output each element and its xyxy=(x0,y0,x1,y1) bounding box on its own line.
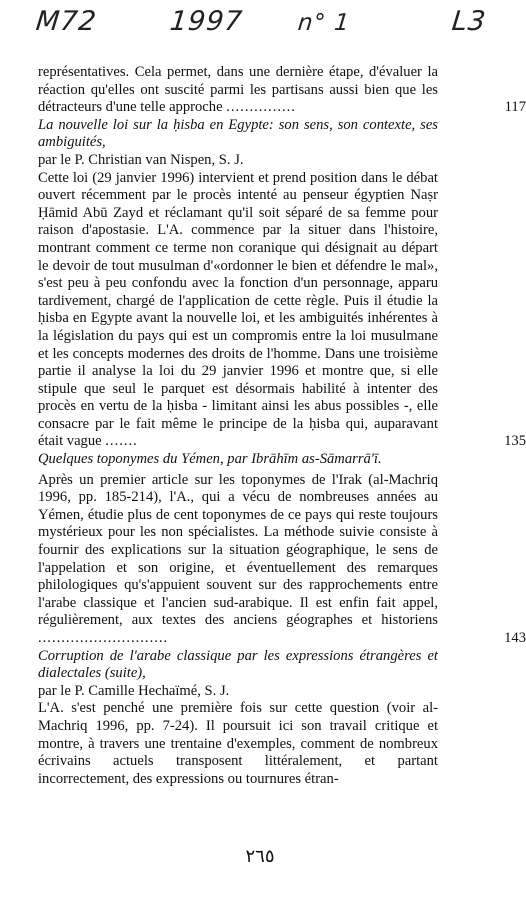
page-reference: 143 xyxy=(504,630,526,646)
handwritten-ref: M72 xyxy=(34,6,99,37)
handwritten-issue: n° 1 xyxy=(296,10,352,36)
abstract-body-wrap xyxy=(38,169,526,452)
page-reference: 117 xyxy=(504,99,526,116)
abstract-text: L'A. s'est penché une première fois sur cette question (voir al-Machriq 1996, pp. 7-24). Il poursuit ici son travail critique et montre, à travers une trentaine d'exemples, comment de nombreux écrivains actuels transposent littéralement, et partant incorrectement, des expressions ou tournures étran- xyxy=(38,700,438,787)
abstract-body xyxy=(38,700,438,788)
article-title: Quelques toponymes du Yémen, par Ibrāhīm as-Sāmarrā'ī. xyxy=(38,451,382,468)
abstracts-column xyxy=(38,64,526,788)
article-title: La nouvelle loi sur la ḥisba en Egypte: son sens, son contexte, ses ambiguités, xyxy=(38,116,438,151)
article-author: par le P. Camille Hechaïmé, S. J. xyxy=(38,682,230,699)
abstract-entry xyxy=(38,116,526,451)
handwritten-year: 1997 xyxy=(168,6,245,37)
abstract-entry xyxy=(38,64,526,117)
abstract-entry xyxy=(38,648,438,789)
arabic-page-number: ٢٦٥ xyxy=(245,846,275,866)
page-reference: 135 xyxy=(504,433,526,450)
abstract-body-wrap xyxy=(38,700,438,788)
abstract-body-wrap xyxy=(38,64,526,117)
dot-leaders: ............................ xyxy=(38,630,169,646)
abstract-text: représentatives. Cela permet, dans une dernière étape, d'évaluer la réaction qu'elles ont suscité parmi les partisans aussi bien que les détracteurs d'une telle approche xyxy=(38,64,438,116)
abstract-entry xyxy=(38,451,526,648)
abstract-body-wrap xyxy=(38,471,526,648)
dot-leaders: ....... xyxy=(105,433,138,450)
abstract-text: Après un premier article sur les toponymes de l'Irak (al-Machriq 1996, pp. 185-214), l'A., qui a vécu de nombreuses années au Yémen, étudie plus de cent toponymes de ce pays qui reste toujours mystérieux pour les non spécialistes. La méthode suivie consiste à fournir des explications sur la situation géographique, le sens de l'appelation et son origine, et éventuellement des remarques philologiques qu's'appuient souvent sur des rapprochements entre l'arabe classique et l'ancien sud-arabique. Il est enfin fait appel, régulièrement, aux textes des anciens géographes et historiens xyxy=(38,471,438,629)
handwritten-code: L3 xyxy=(450,6,488,37)
abstract-body xyxy=(38,472,438,648)
article-title: Corruption de l'arabe classique par les expressions étrangères et dialectales (suite), xyxy=(38,647,438,682)
abstract-body xyxy=(38,170,438,452)
abstract-body xyxy=(38,64,438,117)
article-author: par le P. Christian van Nispen, S. J. xyxy=(38,151,244,168)
dot-leaders: ............... xyxy=(226,99,296,116)
abstract-text: Cette loi (29 janvier 1996) intervient et prend position dans le débat ouvert récemment par le procès intenté au penseur égyptien Naṣr Ḥāmid Abū Zayd et réclamant qu'il soit séparé de sa femme pour raison d'apostasie. L'A. commence par la situer dans l'histoire, montrant comment ce terme non coranique qui désignait au départ le devoir de tout musulman d'«ordonner le bien et défendre le mal», s'est peu à peu confondu avec la fonction d'un personnage, apparu tardivement, chargé de l'application de cette règle. Puis il étudie la ḥisba en Egypte avant la nouvelle loi, et les ambiguités inhérentes à la législation du pays qui est un compromis entre la loi musulmane et les concepts modernes des droits de l'homme. Dans une troisième partie il analyse la loi du 29 janvier 1996 et montre que, si elle stipule que seul le parquet est désormais habilité à intenter des procès en vertu de la ḥisba - limitant ainsi les abus possibles -, elle consacre par le fait même le principe de la ḥisba qui, auparavant était vague xyxy=(38,169,438,450)
